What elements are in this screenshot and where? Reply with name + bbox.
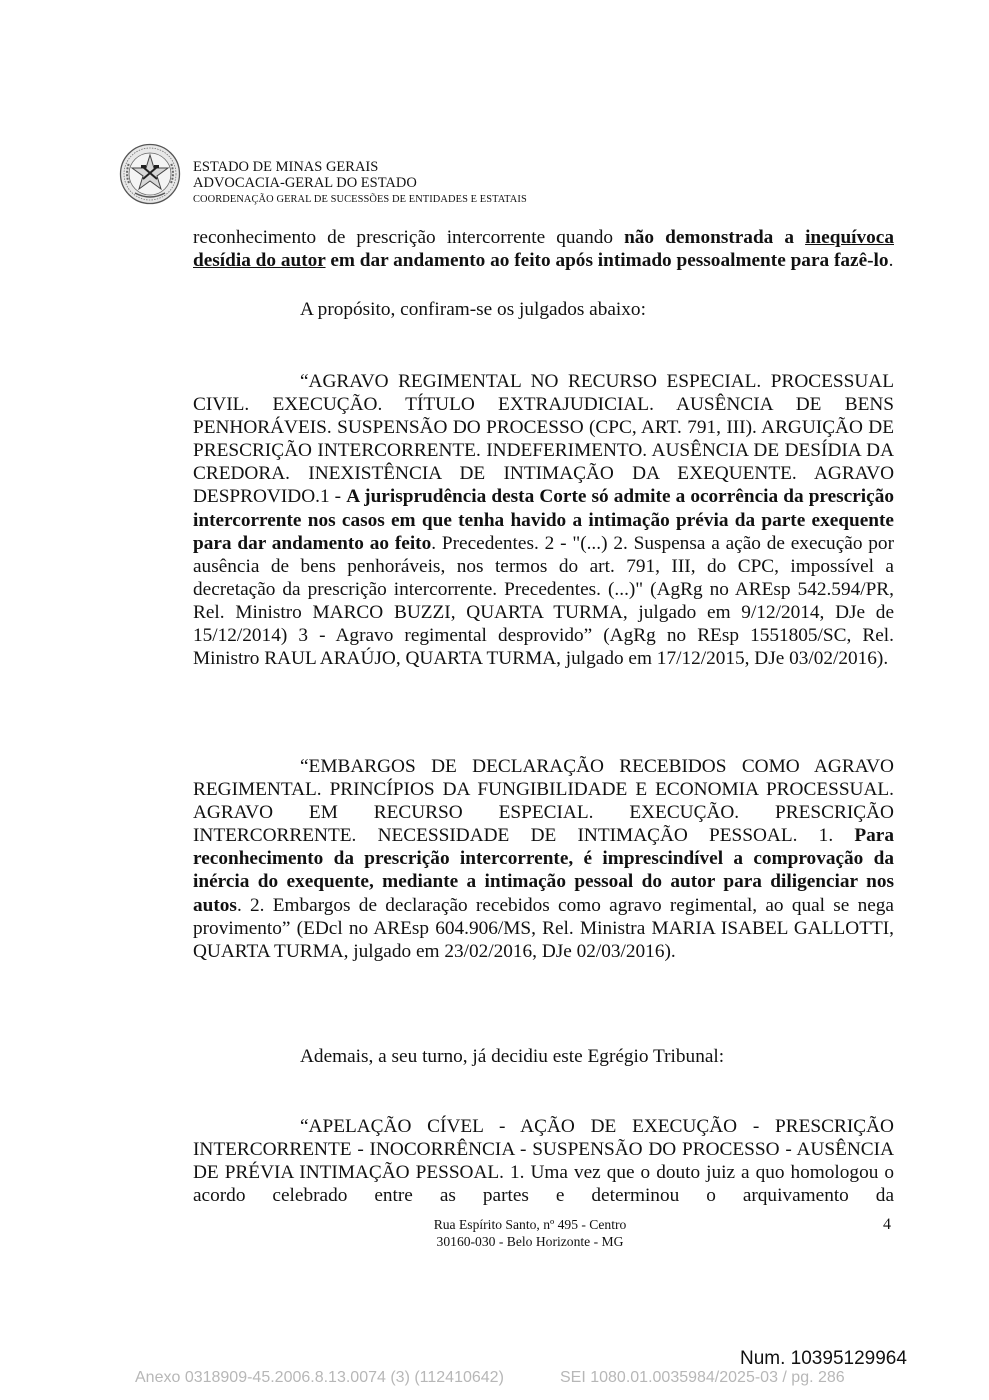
document-number: Num. 10395129964 <box>740 1348 907 1369</box>
citation-text: “EMBARGOS DE DECLARAÇÃO RECEBIDOS COMO AGRAVO REGIMENTAL. PRINCÍPIOS DA FUNGIBILIDADE E ECONOMIA PROCESSUAL. AGRAVO EM RECURSO ESPECIAL. EXECUÇÃO. PRESCRIÇÃO INTERCORRENTE. NECESSIDADE DE INTIMAÇÃO PESSOAL. 1. <box>193 756 894 847</box>
paragraph-text: A propósito, confiram-se os julgados abaixo: <box>300 299 646 320</box>
citation-text: “APELAÇÃO CÍVEL - AÇÃO DE EXECUÇÃO - PRESCRIÇÃO INTERCORRENTE - INOCORRÊNCIA - SUSPENSÃO DO PROCESSO - AUSÊNCIA DE PRÉVIA INTIMAÇÃO PESSOAL. 1. Uma vez que o douto juiz a quo homologou o acordo celebrado entre as partes e determinou o arquivamento da <box>193 1116 894 1207</box>
sei-reference: SEI 1080.01.0035984/2025-03 / pg. 286 <box>560 1369 845 1386</box>
page-number: 4 <box>883 1216 891 1233</box>
citation-bold-text: Para reconhecimento da prescrição intercorrente, é imprescindível a comprovação da inércia do exequente, mediante a intimação pessoal do autor para diligenciar nos autos <box>193 825 894 916</box>
paragraph-tribunal-intro <box>193 1045 894 1068</box>
citation-text: . Precedentes. 2 - "(...) 2. Suspensa a ação de execução por ausência de bens penhoráveis, nos termos do art. 791, III, do CPC, impossível a decretação da prescrição intercorrente. Precedentes. (...)" (AgRg no AREsp 542.594/PR, Rel. Ministro MARCO BUZZI, QUARTA TURMA, julgado em 9/12/2014, DJe de 15/12/2014) 3 - Agravo regimental desprovido” (AgRg no REsp 1551805/SC, Rel. Ministro RAUL ARAÚJO, QUARTA TURMA, julgado em 17/12/2015, DJe 03/02/2016). <box>193 532 894 670</box>
annex-reference: Anexo 0318909-45.2006.8.13.0074 (3) (112410642) <box>135 1369 504 1386</box>
paragraph-text: . <box>888 250 894 272</box>
citation-text: “AGRAVO REGIMENTAL NO RECURSO ESPECIAL. PROCESSUAL CIVIL. EXECUÇÃO. TÍTULO EXTRAJUDICIAL. AUSÊNCIA DE BENS PENHORÁVEIS. SUSPENSÃO DO PROCESSO (CPC, ART. 791, III). ARGUIÇÃO DE PRESCRIÇÃO INTERCORRENTE. INDEFERIMENTO. AUSÊNCIA DE DESÍDIA DA CREDORA. INEXISTÊNCIA DE INTIMAÇÃO DA EXEQUENTE. AGRAVO DESPROVIDO.1 - <box>193 371 894 508</box>
paragraph-text: Ademais, a seu turno, já decidiu este Egrégio Tribunal: <box>300 1046 725 1067</box>
header-state-name: ESTADO DE MINAS GERAIS <box>193 159 379 175</box>
footer-address-street: Rua Espírito Santo, nº 495 - Centro <box>433 1217 627 1232</box>
paragraph-bold-text: não demonstrada a <box>624 227 806 248</box>
case-citation-1 <box>193 370 894 670</box>
header-agency-name: ADVOCACIA-GERAL DO ESTADO <box>193 175 417 191</box>
case-citation-2 <box>193 755 894 963</box>
paragraph-bold-text: em dar andamento ao feito após intimado pessoalmente para fazê-lo <box>325 250 889 272</box>
case-citation-3 <box>193 1115 894 1207</box>
paragraph-intro-citations <box>193 298 894 321</box>
paragraph-underlined-text: inequívoca desídia do autor <box>193 227 894 272</box>
footer-address-city: 30160-030 - Belo Horizonte - MG <box>436 1234 624 1249</box>
paragraph-continuation <box>193 226 894 272</box>
paragraph-text: reconhecimento de prescrição intercorrente quando <box>193 227 625 248</box>
citation-bold-text: A jurisprudência desta Corte só admite a ocorrência da prescrição intercorrente nos casos em que tenha havido a intimação prévia da parte exequente para dar andamento ao feito <box>193 486 894 554</box>
header-department-name: COORDENAÇÃO GERAL DE SUCESSÕES DE ENTIDADES E ESTATAIS <box>193 194 527 205</box>
citation-text: . 2. Embargos de declaração recebidos como agravo regimental, ao qual se nega provimento” (EDcl no AREsp 604.906/MS, Rel. Ministra MARIA ISABEL GALLOTTI, QUARTA TURMA, julgado em 23/02/2016, DJe 02/03/2016). <box>193 894 894 962</box>
state-coat-of-arms-icon <box>119 143 181 205</box>
